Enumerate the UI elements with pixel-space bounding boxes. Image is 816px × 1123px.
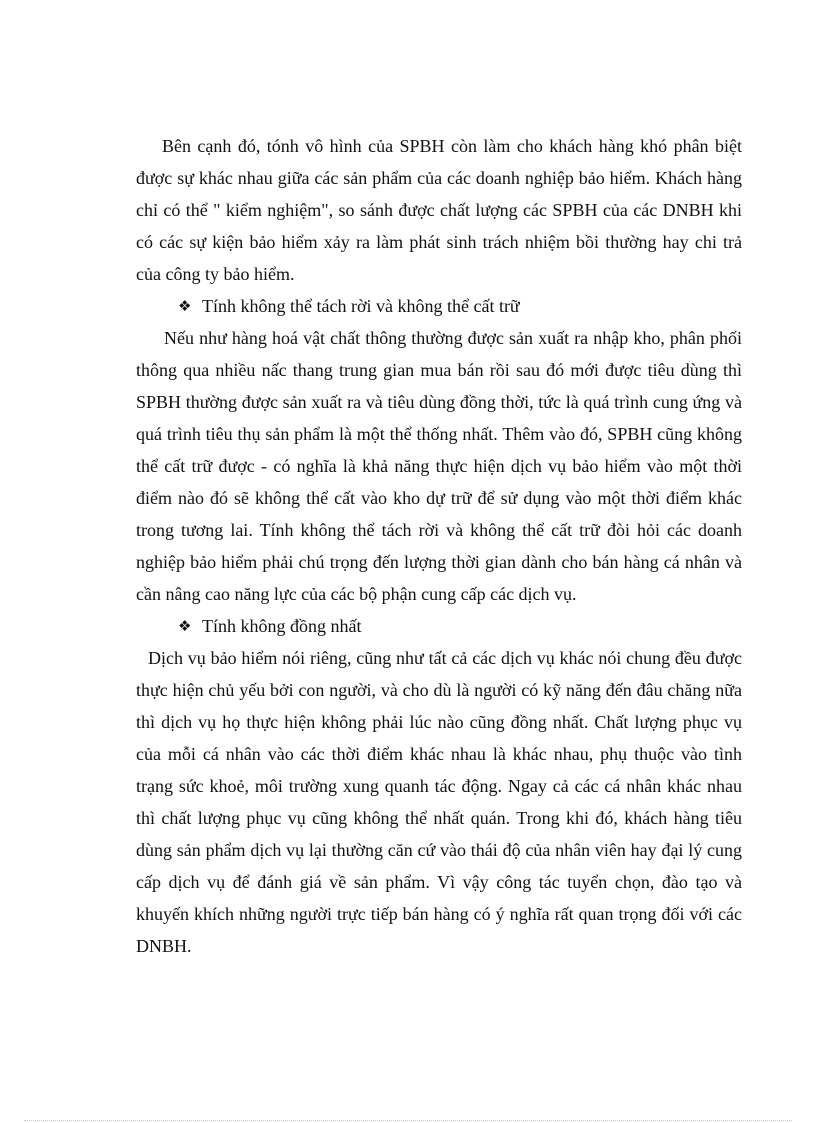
paragraph-heterogeneity: Dịch vụ bảo hiểm nói riêng, cũng như tất cả các dịch vụ khác nói chung đều được thực hiện chủ yếu bởi con người, và cho dù là người có kỹ năng đến đâu chăng nữa thì dịch vụ họ thực hiện không phải lúc nào cũng đồng nhất. Chất lượng phục vụ của mỗi cá nhân vào các thời điểm khác nhau là khác nhau, phụ thuộc vào tình trạng sức khoẻ, môi trường xung quanh tác động. Ngay cả các cá nhân khác nhau thì chất lượng phục vụ cũng không thể nhất quán. Trong khi đó, khách hàng tiêu dùng sản phẩm dịch vụ lại thường căn cứ vào thái độ của nhân viên hay đại lý cung cấp dịch vụ để đánh giá về sản phẩm. Vì vậy công tác tuyển chọn, đào tạo và khuyến khích những người trực tiếp bán hàng có ý nghĩa rất quan trọng đối với các DNBH. (136, 648, 742, 956)
heading-text: Tính không thể tách rời và không thể cất trữ (202, 296, 520, 316)
heading-inseparability (136, 290, 742, 322)
footer-divider (24, 1120, 792, 1121)
heading-text: Tính không đồng nhất (202, 616, 362, 636)
diamond-bullet-icon: ❖ (178, 617, 192, 635)
paragraph-intangibility: Bên cạnh đó, tónh vô hình của SPBH còn làm cho khách hàng khó phân biệt được sự khác nhau giữa các sản phẩm của các doanh nghiệp bảo hiểm. Khách hàng chỉ có thể " kiểm nghiệm", so sánh được chất lượng các SPBH của các DNBH khi có các sự kiện bảo hiểm xảy ra làm phát sinh trách nhiệm bồi thường hay chi trả của công ty bảo hiểm. (136, 136, 742, 284)
diamond-bullet-icon: ❖ (178, 297, 192, 315)
heading-heterogeneity (136, 610, 742, 642)
paragraph-inseparability: Nếu như hàng hoá vật chất thông thường được sản xuất ra nhập kho, phân phối thông qua nhiều nấc thang trung gian mua bán rồi sau đó mới được tiêu dùng thì SPBH thường được sản xuất ra và tiêu dùng đồng thời, tức là quá trình cung ứng và quá trình tiêu thụ sản phẩm là một thể thống nhất. Thêm vào đó, SPBH cũng không thể cất trữ được - có nghĩa là khả năng thực hiện dịch vụ bảo hiểm vào một thời điểm nào đó sẽ không thể cất vào kho dự trữ để sử dụng vào một thời điểm khác trong tương lai. Tính không thể tách rời và không thể cất trữ đòi hỏi các doanh nghiệp bảo hiểm phải chú trọng đến lượng thời gian dành cho bán hàng cá nhân và cần nâng cao năng lực của các bộ phận cung cấp các dịch vụ. (136, 328, 742, 604)
document-body (136, 130, 742, 962)
